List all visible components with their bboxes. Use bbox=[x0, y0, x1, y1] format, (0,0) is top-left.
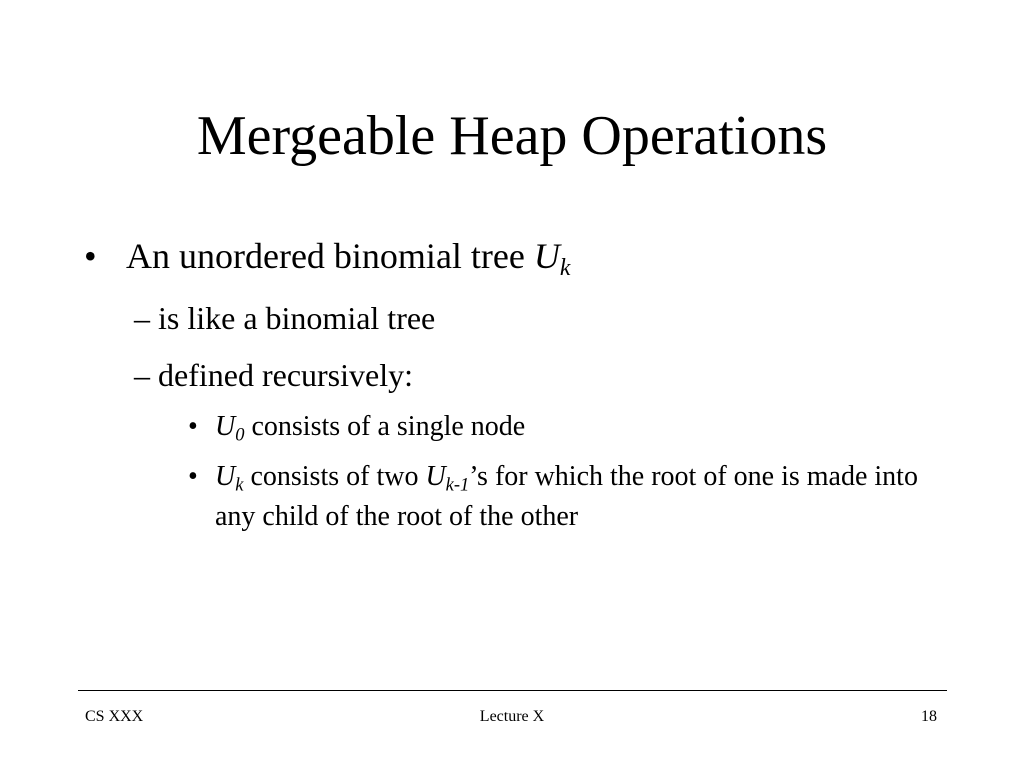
symbol-u: U bbox=[533, 236, 560, 276]
symbol-subscript: k bbox=[559, 255, 571, 282]
subsub-bullet-text-mid: consists of two bbox=[243, 461, 426, 492]
bullet-marker: • bbox=[188, 411, 198, 442]
symbol-u-second: U bbox=[425, 461, 446, 492]
footer-course: CS XXX bbox=[85, 708, 144, 725]
symbol-subscript: 0 bbox=[235, 424, 245, 445]
symbol-subscript-second: k-1 bbox=[445, 474, 470, 495]
bullet-marker: • bbox=[84, 236, 97, 276]
footer-page-number: 18 bbox=[921, 708, 937, 725]
sub-bullet-defined-recursively bbox=[134, 353, 413, 397]
subsub-bullet-text bbox=[215, 407, 945, 447]
sub-bullet-text: defined recursively: bbox=[158, 357, 413, 393]
subsub-bullet-text-content: consists of a single node bbox=[244, 411, 526, 442]
bullet-text bbox=[126, 231, 570, 281]
footer-divider bbox=[78, 690, 947, 691]
subsub-bullet-text-end: ’s for which the root of one is made into any child of the root of the other bbox=[215, 461, 918, 532]
sub-bullet-text: is like a binomial tree bbox=[158, 300, 436, 336]
bullet-text-content: An unordered binomial tree bbox=[126, 236, 534, 276]
symbol-u: U bbox=[215, 461, 236, 492]
bullet-marker: • bbox=[188, 461, 198, 492]
sub-bullet-like-binomial-tree bbox=[134, 296, 435, 340]
symbol-subscript: k bbox=[235, 474, 244, 495]
footer-lecture: Lecture X bbox=[479, 708, 545, 725]
slide-title: Mergeable Heap Operations bbox=[196, 105, 828, 167]
dash-marker: – bbox=[134, 300, 150, 336]
dash-marker: – bbox=[134, 357, 150, 393]
subsub-bullet-text bbox=[215, 457, 945, 537]
symbol-u: U bbox=[215, 411, 236, 442]
